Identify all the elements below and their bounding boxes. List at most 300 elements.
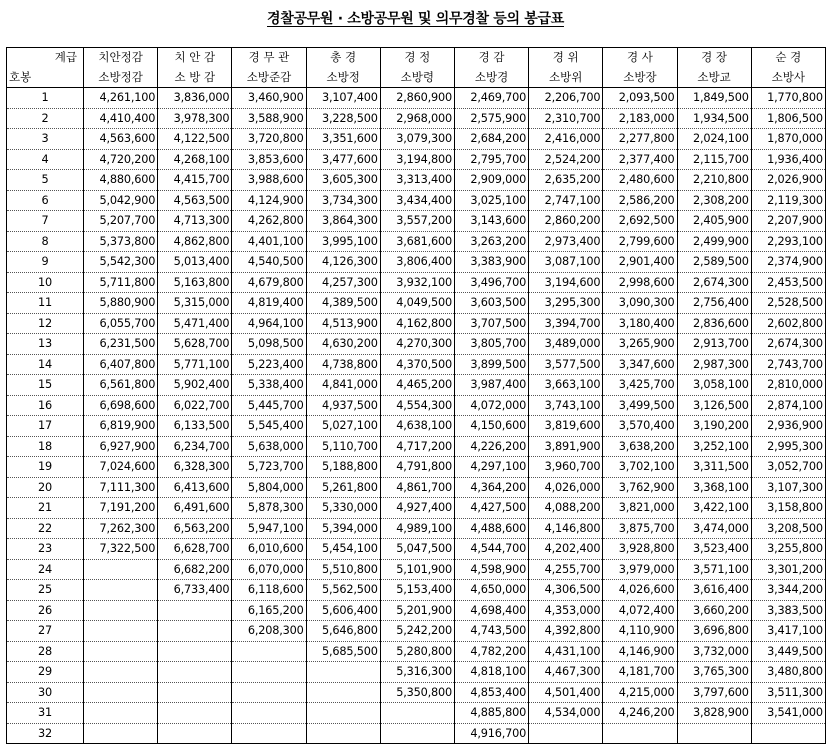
salary-cell: 7,111,300	[84, 477, 158, 498]
salary-cell: 2,936,900	[751, 416, 825, 437]
salary-cell: 4,467,300	[529, 662, 603, 683]
salary-cell: 5,545,400	[232, 416, 306, 437]
salary-cell: 4,630,200	[306, 334, 380, 355]
salary-cell: 3,190,200	[677, 416, 751, 437]
salary-cell	[232, 641, 306, 662]
header-fire-rank: 소방령	[380, 68, 454, 88]
salary-cell: 3,383,500	[751, 600, 825, 621]
step-cell: 32	[7, 723, 84, 744]
salary-cell	[84, 641, 158, 662]
page-title	[0, 8, 831, 28]
salary-cell: 6,491,600	[158, 498, 232, 519]
step-cell: 8	[7, 231, 84, 252]
salary-cell: 3,295,300	[529, 293, 603, 314]
salary-cell: 4,679,800	[232, 272, 306, 293]
salary-cell: 2,860,200	[529, 211, 603, 232]
header-fire-rank: 소방장	[603, 68, 677, 88]
salary-cell: 6,070,000	[232, 559, 306, 580]
salary-cell: 1,849,500	[677, 88, 751, 109]
salary-cell: 3,805,700	[454, 334, 528, 355]
table-row	[7, 108, 826, 129]
header-row-police-ranks	[7, 48, 826, 68]
salary-cell	[232, 662, 306, 683]
table-row	[7, 416, 826, 437]
salary-cell: 6,231,500	[84, 334, 158, 355]
salary-cell: 4,534,000	[529, 703, 603, 724]
salary-cell	[158, 600, 232, 621]
salary-cell: 5,454,100	[306, 539, 380, 560]
salary-cell: 5,027,100	[306, 416, 380, 437]
salary-cell: 5,902,400	[158, 375, 232, 396]
salary-cell: 7,322,500	[84, 539, 158, 560]
salary-cell	[84, 662, 158, 683]
salary-cell: 6,118,600	[232, 580, 306, 601]
salary-cell: 2,026,900	[751, 170, 825, 191]
salary-cell: 3,541,000	[751, 703, 825, 724]
salary-cell: 6,328,300	[158, 457, 232, 478]
salary-cell: 7,262,300	[84, 518, 158, 539]
salary-cell: 5,510,800	[306, 559, 380, 580]
salary-cell: 4,964,100	[232, 313, 306, 334]
salary-cell: 4,370,500	[380, 354, 454, 375]
salary-cell: 2,998,600	[603, 272, 677, 293]
step-cell: 15	[7, 375, 84, 396]
salary-cell: 4,215,000	[603, 682, 677, 703]
salary-cell: 6,133,500	[158, 416, 232, 437]
salary-cell: 6,561,800	[84, 375, 158, 396]
header-police-rank: 경 정	[380, 48, 454, 68]
table-header	[7, 48, 826, 88]
salary-cell: 5,638,000	[232, 436, 306, 457]
salary-cell: 4,738,800	[306, 354, 380, 375]
header-police-rank: 경 장	[677, 48, 751, 68]
salary-cell: 4,488,600	[454, 518, 528, 539]
salary-cell: 3,107,300	[751, 477, 825, 498]
salary-cell: 3,265,900	[603, 334, 677, 355]
salary-cell	[603, 723, 677, 744]
header-police-rank: 경 무 관	[232, 48, 306, 68]
salary-cell: 4,262,800	[232, 211, 306, 232]
salary-cell: 3,313,400	[380, 170, 454, 191]
salary-cell: 5,201,900	[380, 600, 454, 621]
table-row	[7, 88, 826, 109]
salary-cell: 3,347,600	[603, 354, 677, 375]
salary-cell: 4,818,100	[454, 662, 528, 683]
salary-cell: 5,013,400	[158, 252, 232, 273]
salary-cell: 3,979,000	[603, 559, 677, 580]
table-row	[7, 313, 826, 334]
salary-cell: 5,394,000	[306, 518, 380, 539]
salary-cell: 3,707,500	[454, 313, 528, 334]
salary-cell: 5,771,100	[158, 354, 232, 375]
salary-cell: 3,743,100	[529, 395, 603, 416]
salary-cell: 4,717,200	[380, 436, 454, 457]
salary-cell: 4,841,000	[306, 375, 380, 396]
salary-cell: 3,603,500	[454, 293, 528, 314]
salary-cell	[158, 641, 232, 662]
step-cell: 31	[7, 703, 84, 724]
salary-cell: 3,891,900	[529, 436, 603, 457]
table-row	[7, 457, 826, 478]
salary-cell: 3,732,000	[677, 641, 751, 662]
salary-cell: 4,255,700	[529, 559, 603, 580]
salary-cell: 4,257,300	[306, 272, 380, 293]
salary-cell: 5,315,000	[158, 293, 232, 314]
salary-cell: 2,206,700	[529, 88, 603, 109]
salary-cell: 3,571,100	[677, 559, 751, 580]
salary-cell: 6,413,600	[158, 477, 232, 498]
salary-cell	[158, 682, 232, 703]
table-row	[7, 129, 826, 150]
corner-rank-label: 계급	[7, 48, 84, 68]
header-police-rank: 경 사	[603, 48, 677, 68]
salary-cell: 3,557,200	[380, 211, 454, 232]
salary-cell: 3,126,500	[677, 395, 751, 416]
table-row	[7, 170, 826, 191]
step-cell: 9	[7, 252, 84, 273]
table-row	[7, 682, 826, 703]
salary-cell: 4,122,500	[158, 129, 232, 150]
salary-cell: 2,674,300	[751, 334, 825, 355]
salary-cell: 3,806,400	[380, 252, 454, 273]
salary-cell: 1,936,400	[751, 149, 825, 170]
salary-cell: 4,862,800	[158, 231, 232, 252]
salary-cell: 3,819,600	[529, 416, 603, 437]
header-fire-rank: 소방정감	[84, 68, 158, 88]
salary-cell: 1,806,500	[751, 108, 825, 129]
salary-cell: 2,874,100	[751, 395, 825, 416]
salary-cell: 5,047,500	[380, 539, 454, 560]
salary-cell: 5,223,400	[232, 354, 306, 375]
salary-cell: 2,810,000	[751, 375, 825, 396]
step-cell: 27	[7, 621, 84, 642]
salary-cell: 2,909,000	[454, 170, 528, 191]
salary-cell: 3,821,000	[603, 498, 677, 519]
salary-cell: 2,416,000	[529, 129, 603, 150]
salary-cell: 3,434,400	[380, 190, 454, 211]
salary-cell: 2,119,300	[751, 190, 825, 211]
salary-cell: 2,293,100	[751, 231, 825, 252]
salary-cell: 4,392,800	[529, 621, 603, 642]
salary-cell: 6,819,900	[84, 416, 158, 437]
salary-cell	[751, 723, 825, 744]
salary-cell: 4,306,500	[529, 580, 603, 601]
salary-cell: 4,026,600	[603, 580, 677, 601]
salary-cell: 3,702,100	[603, 457, 677, 478]
step-cell: 30	[7, 682, 84, 703]
salary-cell: 4,563,500	[158, 190, 232, 211]
header-police-rank: 경 감	[454, 48, 528, 68]
step-cell: 29	[7, 662, 84, 683]
salary-cell: 3,660,200	[677, 600, 751, 621]
salary-cell: 5,350,800	[380, 682, 454, 703]
salary-cell: 2,747,100	[529, 190, 603, 211]
salary-cell: 2,913,700	[677, 334, 751, 355]
salary-cell	[84, 600, 158, 621]
step-cell: 24	[7, 559, 84, 580]
salary-cell	[232, 682, 306, 703]
table-row	[7, 252, 826, 273]
salary-cell: 4,650,000	[454, 580, 528, 601]
salary-cell: 4,126,300	[306, 252, 380, 273]
salary-cell	[232, 703, 306, 724]
table-row	[7, 293, 826, 314]
table-row	[7, 641, 826, 662]
salary-cell: 3,765,300	[677, 662, 751, 683]
salary-cell: 2,674,300	[677, 272, 751, 293]
salary-cell: 4,261,100	[84, 88, 158, 109]
salary-cell: 2,968,000	[380, 108, 454, 129]
table-body	[7, 88, 826, 744]
salary-cell: 4,226,200	[454, 436, 528, 457]
salary-cell: 5,101,900	[380, 559, 454, 580]
salary-cell: 3,422,100	[677, 498, 751, 519]
header-fire-rank: 소방준감	[232, 68, 306, 88]
table-row	[7, 662, 826, 683]
salary-cell: 4,410,400	[84, 108, 158, 129]
step-cell: 26	[7, 600, 84, 621]
salary-cell: 2,901,400	[603, 252, 677, 273]
salary-cell: 4,713,300	[158, 211, 232, 232]
salary-cell: 3,143,600	[454, 211, 528, 232]
salary-cell: 2,602,800	[751, 313, 825, 334]
salary-cell: 2,575,900	[454, 108, 528, 129]
salary-cell: 3,474,000	[677, 518, 751, 539]
salary-cell: 4,246,200	[603, 703, 677, 724]
salary-cell	[158, 621, 232, 642]
table-row	[7, 334, 826, 355]
salary-cell: 5,330,000	[306, 498, 380, 519]
salary-cell: 3,864,300	[306, 211, 380, 232]
salary-cell: 2,374,900	[751, 252, 825, 273]
salary-cell: 3,180,400	[603, 313, 677, 334]
salary-cell: 5,153,400	[380, 580, 454, 601]
salary-cell: 3,158,800	[751, 498, 825, 519]
step-cell: 3	[7, 129, 84, 150]
salary-cell	[380, 703, 454, 724]
table-row	[7, 600, 826, 621]
step-cell: 19	[7, 457, 84, 478]
salary-cell: 5,316,300	[380, 662, 454, 683]
salary-cell: 6,234,700	[158, 436, 232, 457]
salary-cell: 5,711,800	[84, 272, 158, 293]
step-cell: 25	[7, 580, 84, 601]
salary-cell: 6,208,300	[232, 621, 306, 642]
salary-cell: 3,523,400	[677, 539, 751, 560]
salary-cell: 3,588,900	[232, 108, 306, 129]
table-row	[7, 395, 826, 416]
salary-cell: 3,570,400	[603, 416, 677, 437]
salary-cell: 4,431,100	[529, 641, 603, 662]
salary-cell: 5,628,700	[158, 334, 232, 355]
salary-cell: 4,124,900	[232, 190, 306, 211]
table-row	[7, 375, 826, 396]
salary-cell: 3,417,100	[751, 621, 825, 642]
salary-cell: 3,383,900	[454, 252, 528, 273]
salary-cell: 6,407,800	[84, 354, 158, 375]
salary-cell: 2,115,700	[677, 149, 751, 170]
salary-cell: 2,183,000	[603, 108, 677, 129]
salary-cell: 3,090,300	[603, 293, 677, 314]
salary-cell: 2,528,500	[751, 293, 825, 314]
salary-cell	[306, 723, 380, 744]
salary-cell: 5,261,800	[306, 477, 380, 498]
salary-cell: 3,107,400	[306, 88, 380, 109]
header-police-rank: 순 경	[751, 48, 825, 68]
salary-cell: 3,875,700	[603, 518, 677, 539]
header-fire-rank: 소방위	[529, 68, 603, 88]
salary-cell: 2,499,900	[677, 231, 751, 252]
salary-cell: 4,544,700	[454, 539, 528, 560]
salary-cell: 5,880,900	[84, 293, 158, 314]
salary-cell: 3,853,600	[232, 149, 306, 170]
salary-cell	[380, 723, 454, 744]
salary-cell: 4,880,600	[84, 170, 158, 191]
salary-cell: 2,995,300	[751, 436, 825, 457]
salary-cell: 2,024,100	[677, 129, 751, 150]
salary-cell: 3,496,700	[454, 272, 528, 293]
table-row	[7, 498, 826, 519]
salary-cell: 3,194,800	[380, 149, 454, 170]
salary-cell: 2,469,700	[454, 88, 528, 109]
salary-cell: 3,460,900	[232, 88, 306, 109]
step-cell: 14	[7, 354, 84, 375]
step-cell: 13	[7, 334, 84, 355]
salary-cell: 4,501,400	[529, 682, 603, 703]
salary-table	[6, 47, 826, 744]
salary-cell: 5,042,900	[84, 190, 158, 211]
table-row	[7, 477, 826, 498]
step-cell: 16	[7, 395, 84, 416]
salary-cell: 2,377,400	[603, 149, 677, 170]
salary-cell: 5,373,800	[84, 231, 158, 252]
salary-cell: 3,449,500	[751, 641, 825, 662]
salary-cell: 2,756,400	[677, 293, 751, 314]
salary-cell: 4,885,800	[454, 703, 528, 724]
salary-cell: 5,098,500	[232, 334, 306, 355]
step-cell: 7	[7, 211, 84, 232]
salary-cell: 2,973,400	[529, 231, 603, 252]
salary-cell: 4,181,700	[603, 662, 677, 683]
salary-cell: 3,681,600	[380, 231, 454, 252]
salary-cell: 2,210,800	[677, 170, 751, 191]
salary-cell: 1,934,500	[677, 108, 751, 129]
salary-cell: 4,698,400	[454, 600, 528, 621]
salary-cell	[158, 662, 232, 683]
header-fire-rank: 소방정	[306, 68, 380, 88]
salary-cell: 2,524,200	[529, 149, 603, 170]
salary-cell: 2,480,600	[603, 170, 677, 191]
salary-cell: 3,252,100	[677, 436, 751, 457]
salary-cell: 4,146,900	[603, 641, 677, 662]
salary-cell: 2,987,300	[677, 354, 751, 375]
salary-cell: 3,988,600	[232, 170, 306, 191]
salary-cell: 4,353,000	[529, 600, 603, 621]
salary-cell: 3,087,100	[529, 252, 603, 273]
header-fire-rank: 소방경	[454, 68, 528, 88]
salary-cell: 4,927,400	[380, 498, 454, 519]
table-row	[7, 354, 826, 375]
salary-cell: 4,937,500	[306, 395, 380, 416]
header-fire-rank: 소 방 감	[158, 68, 232, 88]
step-cell: 6	[7, 190, 84, 211]
salary-cell: 3,079,300	[380, 129, 454, 150]
salary-cell: 3,762,900	[603, 477, 677, 498]
step-cell: 10	[7, 272, 84, 293]
page-title-text: 경찰공무원 · 소방공무원 및 의무경찰 등의 봉급표	[267, 11, 564, 27]
salary-cell: 2,453,500	[751, 272, 825, 293]
salary-cell: 2,277,800	[603, 129, 677, 150]
salary-cell: 4,072,000	[454, 395, 528, 416]
salary-cell: 7,191,200	[84, 498, 158, 519]
header-police-rank: 치안정감	[84, 48, 158, 68]
salary-cell: 5,242,200	[380, 621, 454, 642]
salary-cell: 5,280,800	[380, 641, 454, 662]
salary-cell: 6,165,200	[232, 600, 306, 621]
table-row	[7, 539, 826, 560]
salary-cell: 4,389,500	[306, 293, 380, 314]
step-cell: 21	[7, 498, 84, 519]
salary-cell: 3,638,200	[603, 436, 677, 457]
salary-cell: 3,301,200	[751, 559, 825, 580]
salary-cell: 3,499,500	[603, 395, 677, 416]
salary-cell: 2,589,500	[677, 252, 751, 273]
salary-cell: 2,405,900	[677, 211, 751, 232]
salary-cell: 2,799,600	[603, 231, 677, 252]
salary-cell: 3,577,500	[529, 354, 603, 375]
table-row	[7, 272, 826, 293]
step-cell: 11	[7, 293, 84, 314]
salary-cell: 6,682,200	[158, 559, 232, 580]
salary-cell: 4,513,900	[306, 313, 380, 334]
salary-cell: 4,427,500	[454, 498, 528, 519]
salary-cell: 5,188,800	[306, 457, 380, 478]
salary-cell: 4,554,300	[380, 395, 454, 416]
salary-cell: 3,511,300	[751, 682, 825, 703]
salary-cell: 2,743,700	[751, 354, 825, 375]
salary-cell: 5,163,800	[158, 272, 232, 293]
salary-cell: 3,995,100	[306, 231, 380, 252]
table-row	[7, 580, 826, 601]
salary-cell: 3,228,500	[306, 108, 380, 129]
header-police-rank: 경 위	[529, 48, 603, 68]
salary-cell: 2,684,200	[454, 129, 528, 150]
salary-cell: 4,026,000	[529, 477, 603, 498]
salary-cell	[306, 682, 380, 703]
salary-cell: 3,344,200	[751, 580, 825, 601]
salary-cell: 2,207,900	[751, 211, 825, 232]
table-row	[7, 518, 826, 539]
salary-cell: 4,819,400	[232, 293, 306, 314]
salary-cell: 4,540,500	[232, 252, 306, 273]
salary-cell	[158, 723, 232, 744]
salary-cell: 5,207,700	[84, 211, 158, 232]
salary-cell: 5,804,000	[232, 477, 306, 498]
table-row	[7, 559, 826, 580]
salary-cell: 4,861,700	[380, 477, 454, 498]
salary-cell: 3,978,300	[158, 108, 232, 129]
salary-cell: 3,616,400	[677, 580, 751, 601]
table-row	[7, 703, 826, 724]
salary-cell	[677, 723, 751, 744]
salary-cell: 2,836,600	[677, 313, 751, 334]
salary-cell: 5,542,300	[84, 252, 158, 273]
table-row	[7, 211, 826, 232]
salary-cell: 3,480,800	[751, 662, 825, 683]
salary-cell: 6,010,600	[232, 539, 306, 560]
salary-cell: 5,947,100	[232, 518, 306, 539]
table-row	[7, 723, 826, 744]
